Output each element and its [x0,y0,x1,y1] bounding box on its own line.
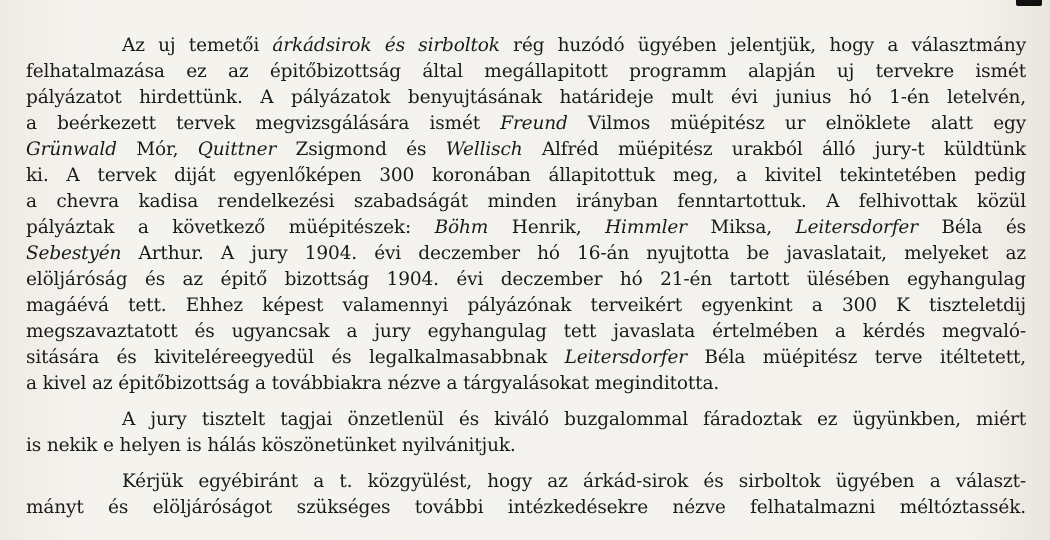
text-run: Henrik, [488,217,606,238]
text-line [26,189,1026,215]
text-run: Mór, [116,139,198,160]
text-line [26,433,1026,459]
italic-name: Himmler [605,217,687,238]
text-run: ki. A tervek diját egyenlőképen 300 koronában állapitottuk meg, a kivitel tekintetében pedig [26,165,1026,186]
text-run: Arthur. A jury 1904. évi deczember hó 16-án nyujtotta be javaslatait, melyeket az [121,243,1026,264]
paragraph [26,469,1026,521]
text-line [26,33,1026,59]
text-run: Kérjük egyébiránt a t. közgyülést, hogy az árkád-sirok és sirboltok ügyében a választ- [122,471,1026,492]
text-run: Béla és [917,217,1026,238]
text-run: is nekik e helyen is hálás köszönetünket nyilvánitjuk. [26,435,516,456]
text-line [26,319,1026,345]
text-run: sitására és kiviteléreegyedül és legalkalmasabbnak [26,347,565,368]
text-run: Miksa, [686,217,796,238]
paragraph-gap [26,459,1026,469]
paragraph [26,407,1026,459]
text-line [26,371,1026,397]
page-edge-mark [1016,0,1042,6]
text-line [26,163,1026,189]
text-run: a kivel az épitőbizottság a továbbiakra nézve a tárgyalásokat meginditotta. [26,373,720,394]
paragraph-gap [26,397,1026,407]
italic-name: Quittner [197,139,277,160]
italic-name: Freund [500,113,568,134]
text-line [26,215,1026,241]
text-run: megszavaztatott és ugyancsak a jury egyhangulag tett javaslata értelmében a kérdés megvaló- [26,321,1026,342]
text-run: elöljáróság és az épitő bizottság 1904. évi deczember hó 21-én tartott ülésében egyhangulag [26,269,1026,290]
text-line [26,407,1026,433]
text-run: Vilmos müépitész ur elnöklete alatt egy [567,113,1026,134]
text-line [26,137,1026,163]
text-run: pályáztak a következő müépitészek: [26,217,435,238]
text-line [26,293,1026,319]
text-run: Alfréd müépitész urakból álló jury-t küldtünk [522,139,1026,160]
italic-name: Grünwald [26,139,117,160]
italic-name: árkádsirok és sirboltok [272,35,500,56]
text-line [26,85,1026,111]
text-line [26,241,1026,267]
text-run: magáévá tett. Ehhez képest valamennyi pályázónak terveikért egyenkint a 300 K tiszteletdij [26,295,1026,316]
text-line [26,267,1026,293]
text-line [26,111,1026,137]
text-line [26,59,1026,85]
text-line [26,495,1026,521]
italic-name: Sebestyén [26,243,122,264]
text-line [26,469,1026,495]
paragraph [26,33,1026,397]
text-run: mányt és elöljáróságot szükséges további intézkedésekre nézve felhatalmazni méltóztassék. [26,497,1026,518]
italic-name: Wellisch [445,139,523,160]
text-run: a beérkezett tervek megvizsgálására ismét [26,113,501,134]
italic-name: Böhm [434,217,489,238]
text-run: felhatalmazása ez az épitőbizottság által megállapitott programm alapján uj tervekre ismét [26,61,1026,82]
text-run: pályázatot hirdettünk. A pályázatok benyujtásának határideje mult évi junius hó 1-én letelvén, [26,87,1026,108]
text-line [26,345,1026,371]
text-run: a chevra kadisa rendelkezési szabadságát minden irányban fenntartottuk. A felhivottak közül [26,191,1026,212]
text-run: Zsigmond és [276,139,446,160]
italic-name: Leitersdorfer [795,217,918,238]
text-run: rég huzódó ügyében jelentjük, hogy a választmány [499,35,1026,56]
italic-name: Leitersdorfer [564,347,687,368]
document-body [26,33,1026,521]
text-run: Béla müépitész terve itéltetett, [686,347,1026,368]
text-run: A jury tisztelt tagjai önzetlenül és kiváló buzgalommal fáradoztak ez ügyünkben, miért [122,409,1026,430]
text-run: Az uj temetői [122,35,273,56]
